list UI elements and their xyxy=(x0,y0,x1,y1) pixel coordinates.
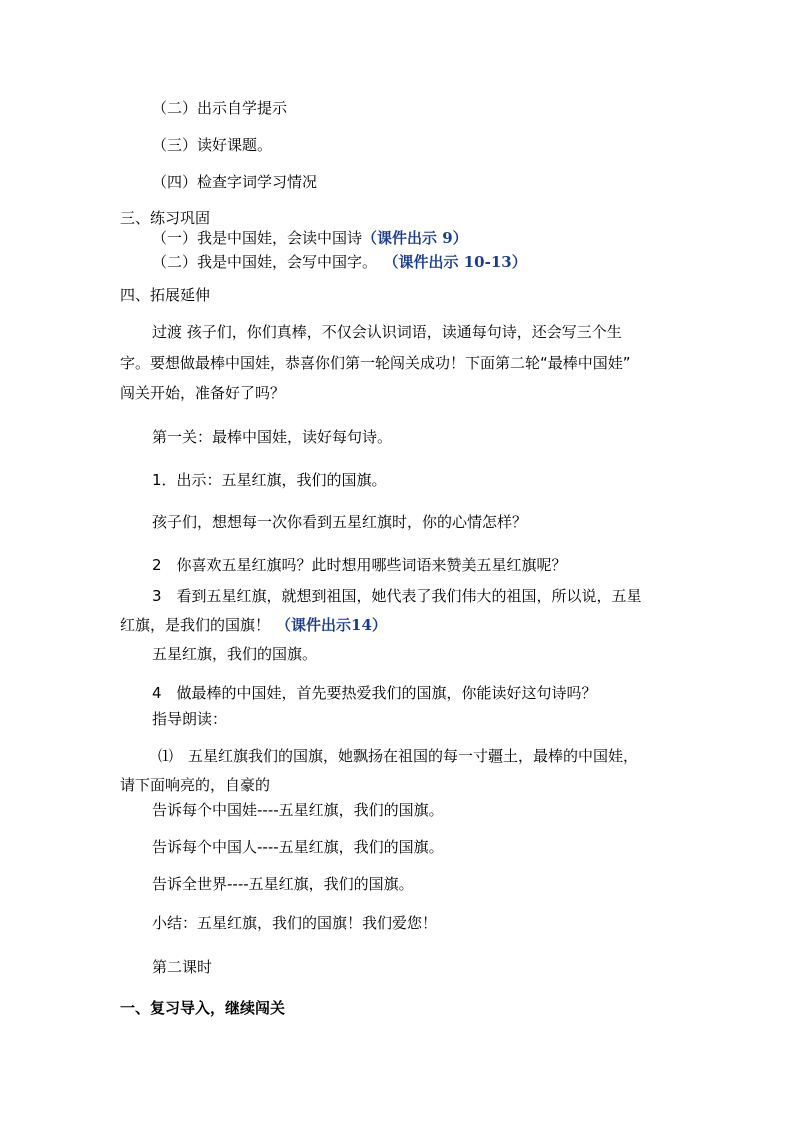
courseware-ref-14: （课件出示14） xyxy=(276,616,387,634)
transition-paragraph-line-3: 闯关开始，准备好了吗？ xyxy=(120,384,286,402)
tell-whole-world: 告诉全世界----五星红旗，我们的国旗。 xyxy=(152,875,414,893)
transition-paragraph-line-1: 过渡 孩子们，你们真棒，不仅会认识词语，读通每句诗，还会写三个生 xyxy=(152,323,622,341)
summary: 小结：五星红旗，我们的国旗！我们爱您！ xyxy=(152,914,438,932)
tell-every-chinese-person: 告诉每个中国人----五星红旗，我们的国旗。 xyxy=(152,838,444,856)
step-1-show: 1．出示：五星红旗，我们的国旗。 xyxy=(152,471,387,489)
flag-sentence: 五星红旗，我们的国旗。 xyxy=(152,645,318,663)
courseware-ref-9: （课件出示 9） xyxy=(362,229,468,247)
practice-item-2-text: （二）我是中国娃，会写中国字。 xyxy=(152,253,378,271)
heading-extension: 四、拓展延伸 xyxy=(120,286,211,304)
step-3-line-2 xyxy=(120,615,387,635)
level-1-title: 第一关：最棒中国娃，读好每句诗。 xyxy=(152,428,393,446)
step-4-question: 4 做最棒的中国娃，首先要热爱我们的国旗，你能读好这句诗吗？ xyxy=(152,684,597,702)
question-feelings: 孩子们，想想每一次你看到五星红旗时，你的心情怎样？ xyxy=(152,513,528,531)
step-3-line-1: 3 看到五星红旗，就想到祖国，她代表了我们伟大的祖国，所以说，五星 xyxy=(152,587,642,605)
tell-every-chinese-kid: 告诉每个中国娃----五星红旗，我们的国旗。 xyxy=(152,801,444,819)
courseware-ref-10-13: （课件出示 10-13） xyxy=(391,253,527,271)
second-lesson-title: 第二课时 xyxy=(152,958,213,976)
section-2-show-self-study-tips: （二）出示自学提示 xyxy=(152,99,288,117)
practice-item-2 xyxy=(152,252,527,272)
guided-reading-label: 指导朗读： xyxy=(152,710,228,728)
step-3-text: 红旗，是我们的国旗！ xyxy=(120,616,271,634)
heading-practice: 三、练习巩固 xyxy=(120,209,211,227)
practice-item-1-text: （一）我是中国娃，会读中国诗 xyxy=(152,229,363,247)
step-2-question: 2 你喜欢五星红旗吗？此时想用哪些词语来赞美五星红旗呢？ xyxy=(152,556,567,574)
guided-reading-item-1: ⑴ 五星红旗我们的国旗，她飘扬在祖国的每一寸疆土，最棒的中国娃， xyxy=(158,747,639,765)
guided-reading-item-1-cont: 请下面响亮的，自豪的 xyxy=(120,776,271,794)
section-3-read-title: （三）读好课题。 xyxy=(152,136,273,154)
transition-paragraph-line-2: 字。要想做最棒中国娃，恭喜你们第一轮闯关成功！下面第二轮“最棒中国娃” xyxy=(120,354,631,372)
section-4-check-words: （四）检查字词学习情况 xyxy=(152,173,318,191)
practice-item-1 xyxy=(152,228,468,248)
heading-review-intro: 一、复习导入，继续闯关 xyxy=(120,999,286,1017)
